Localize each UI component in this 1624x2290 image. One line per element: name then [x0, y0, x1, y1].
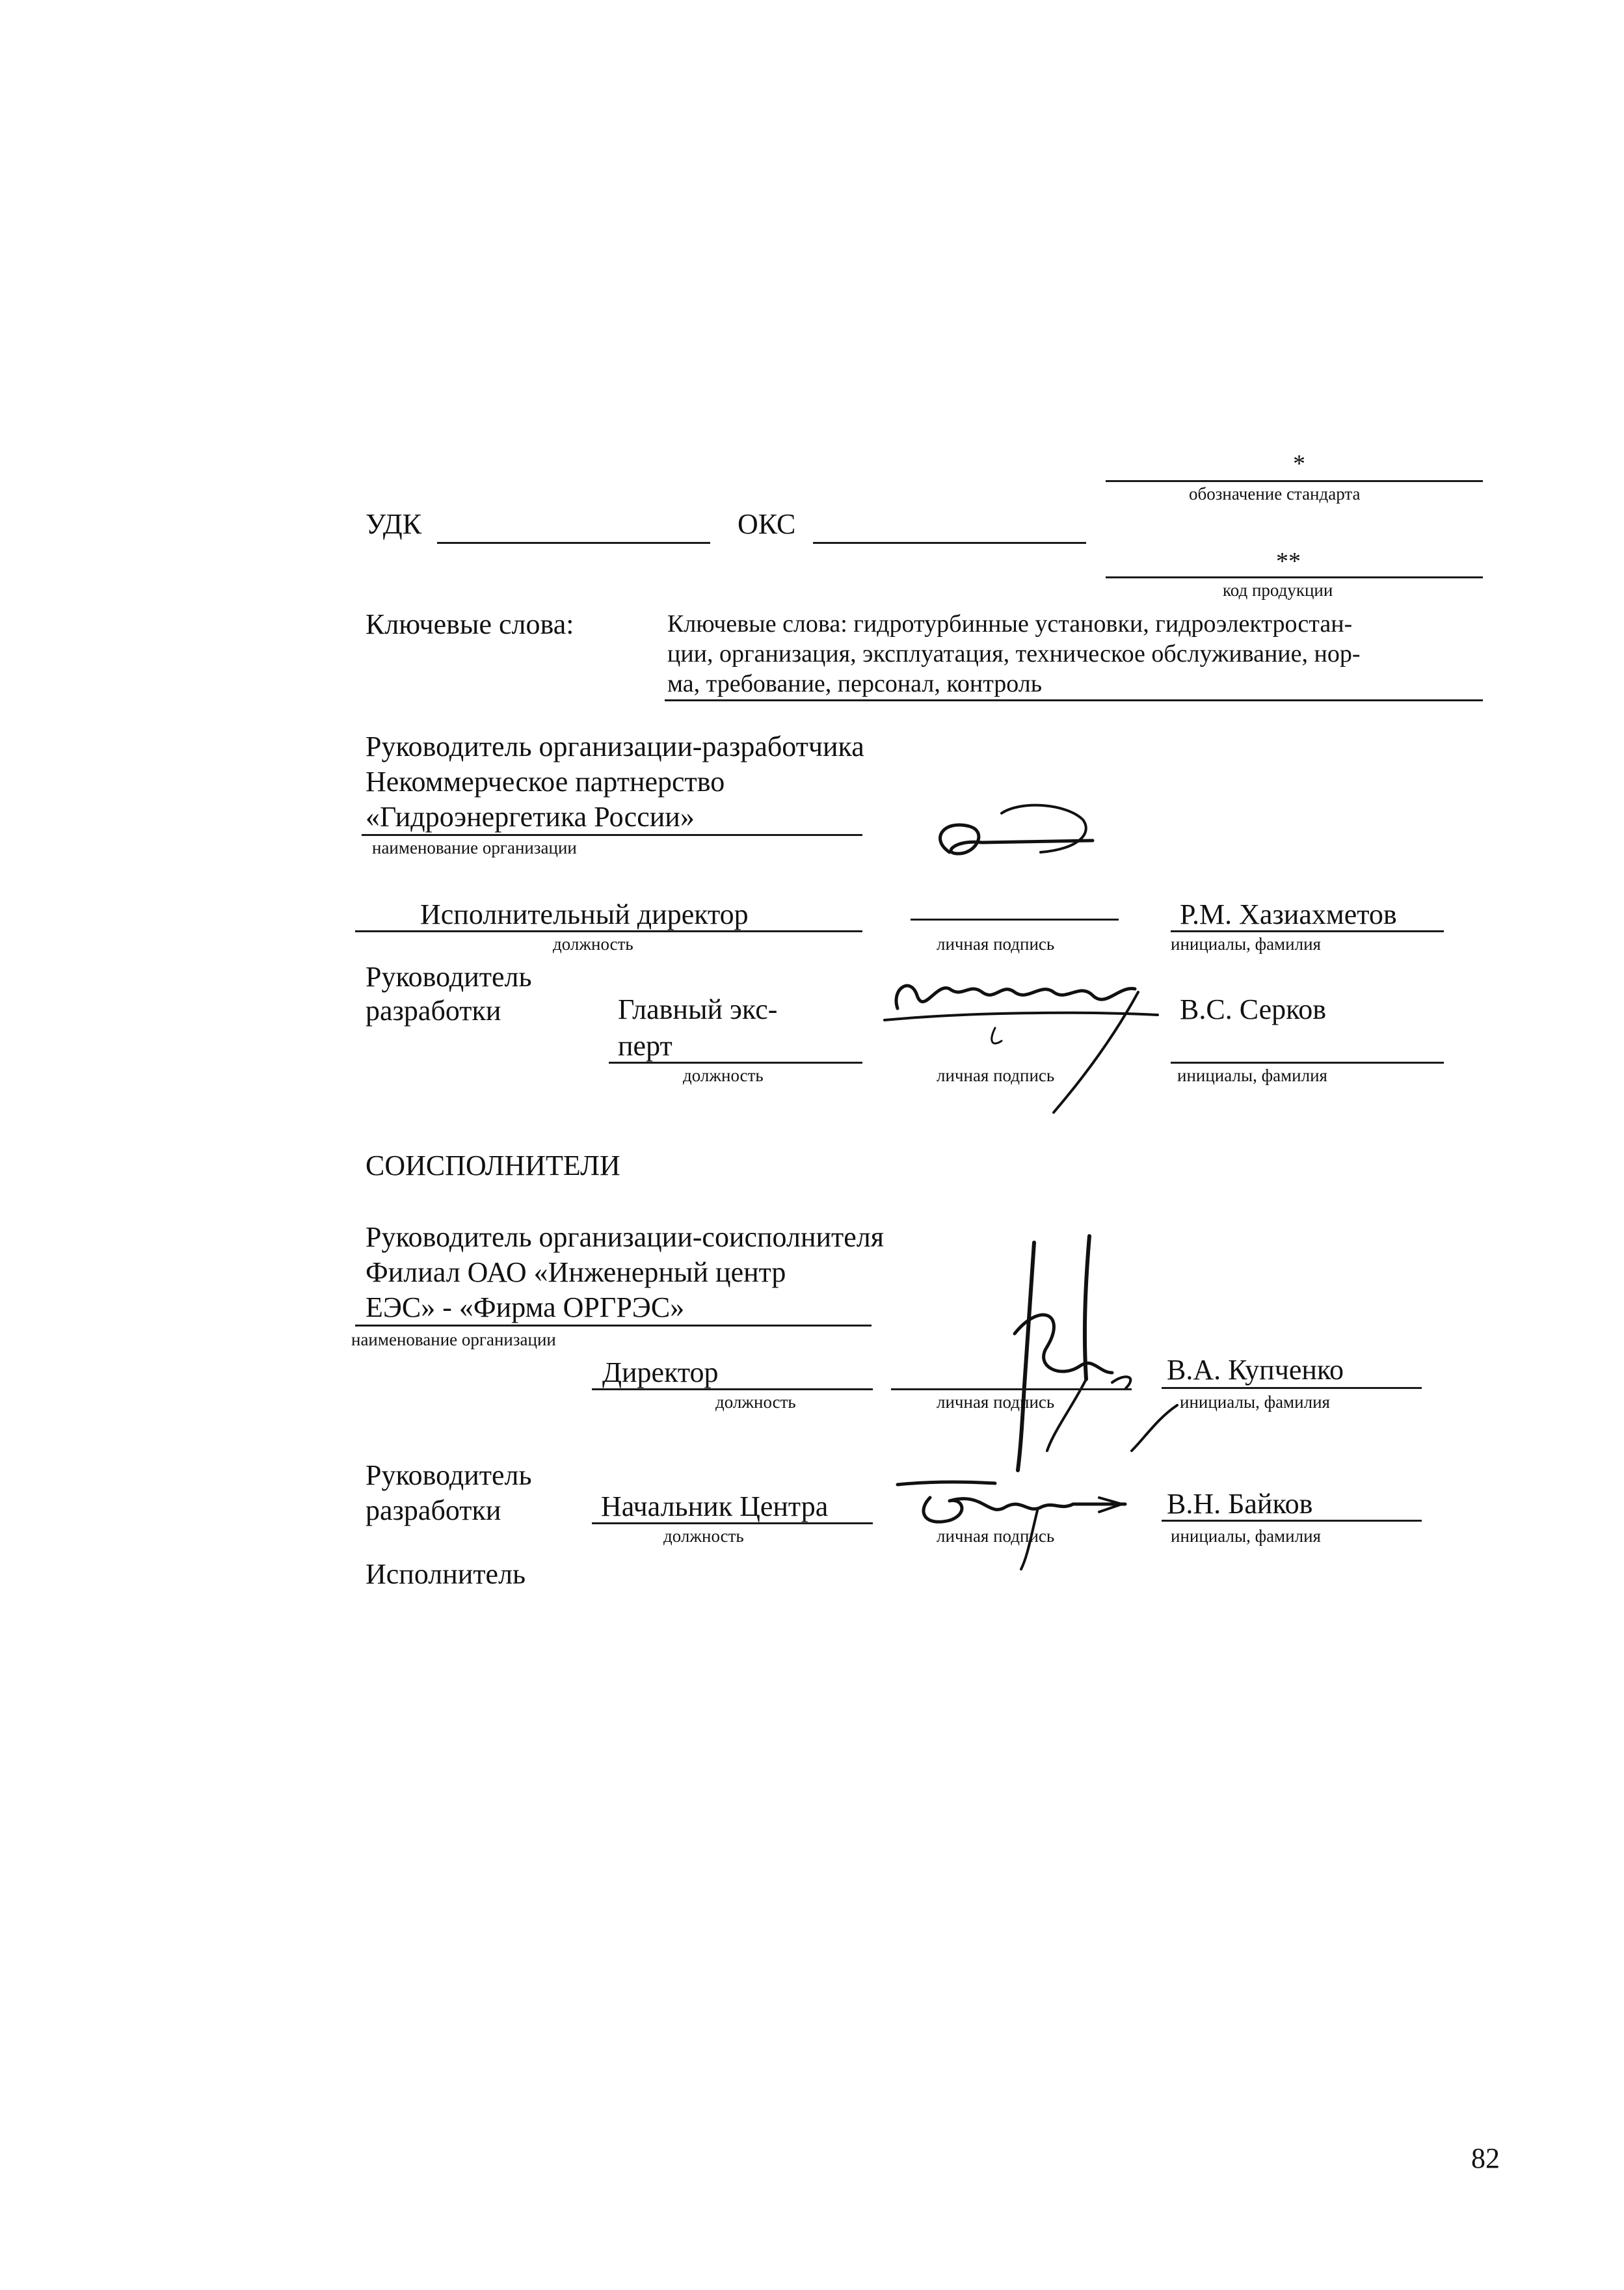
- lead-signature: [872, 963, 1171, 1119]
- coexecutor-org-caption: наименование организации: [351, 1330, 556, 1349]
- product-caption: код продукции: [1223, 580, 1333, 600]
- keywords-text-line-3: ма, требование, персонал, контроль: [667, 670, 1043, 697]
- coexecutor-lead-label-line-1: Руководитель: [366, 1459, 532, 1491]
- udk-line: [437, 542, 710, 544]
- oks-line: [813, 542, 1086, 544]
- lead-label-line-1: Руководитель: [366, 961, 532, 993]
- coexecutor-org-line: [355, 1325, 872, 1327]
- developer-org-line: [362, 834, 862, 836]
- product-asterisks: **: [1276, 548, 1301, 575]
- coexecutor-signature-line: [891, 1388, 1132, 1390]
- coexecutor-name-line: [1162, 1387, 1422, 1389]
- executor-label: Исполнитель: [366, 1558, 526, 1590]
- coexecutor-org-line-2: ЕЭС» - «Фирма ОРГРЭС»: [366, 1291, 685, 1323]
- developer-position-caption: должность: [553, 934, 633, 954]
- lead-signature-caption: личная подпись: [937, 1066, 1055, 1085]
- product-line: [1106, 576, 1483, 578]
- developer-position-line: [355, 930, 862, 932]
- developer-head-line: Руководитель организации-разработчика: [366, 731, 864, 762]
- lead-name: В.С. Серков: [1180, 993, 1327, 1025]
- coexecutor-lead-label-line-2: разработки: [366, 1494, 501, 1526]
- coexecutor-name-caption: инициалы, фамилия: [1180, 1392, 1330, 1412]
- developer-org-caption: наименование организации: [372, 838, 577, 857]
- lead-name-line: [1171, 1062, 1444, 1064]
- coexecutor-org-line-1: Филиал ОАО «Инженерный центр: [366, 1256, 786, 1288]
- developer-org-line-1: Некоммерческое партнерство: [366, 766, 725, 798]
- coexecutor-lead-signature-caption: личная подпись: [937, 1526, 1055, 1546]
- coexecutor-position-caption: должность: [715, 1392, 796, 1412]
- coexecutor-signature: [963, 1236, 1197, 1483]
- developer-name-caption: инициалы, фамилия: [1171, 934, 1321, 954]
- keywords-text-line-2: ции, организация, эксплуатация, техническое обслуживание, нор-: [667, 640, 1361, 667]
- coexecutor-name: В.А. Купченко: [1167, 1354, 1344, 1386]
- coexecutor-lead-name-line: [1162, 1520, 1422, 1522]
- coexecutor-position: Директор: [602, 1356, 719, 1388]
- keywords-underline: [665, 699, 1483, 701]
- lead-position-line-2: перт: [618, 1030, 672, 1062]
- developer-name-line: [1171, 930, 1444, 932]
- lead-position-line-1: Главный экс-: [618, 993, 778, 1025]
- coexecutor-position-line: [592, 1388, 873, 1390]
- coexecutor-lead-position-caption: должность: [663, 1526, 744, 1546]
- coexecutor-lead-position: Начальник Центра: [601, 1490, 829, 1522]
- developer-org-line-2: «Гидроэнергетика России»: [366, 801, 695, 833]
- page-number: 82: [1471, 2142, 1500, 2174]
- developer-signature-line: [911, 919, 1119, 921]
- developer-position: Исполнительный директор: [420, 898, 749, 930]
- coexecutors-title: СОИСПОЛНИТЕЛИ: [366, 1150, 620, 1181]
- keywords-label: Ключевые слова:: [366, 608, 574, 640]
- coexecutor-lead-position-line: [592, 1522, 873, 1524]
- keywords-text-line-1: Ключевые слова: гидротурбинные установки, гидроэлектростан-: [667, 610, 1353, 638]
- standard-caption: обозначение стандарта: [1189, 484, 1361, 504]
- coexecutor-signature-caption: личная подпись: [937, 1392, 1055, 1412]
- coexecutor-lead-name-caption: инициалы, фамилия: [1171, 1526, 1321, 1546]
- lead-position-caption: должность: [683, 1066, 764, 1085]
- standard-line: [1106, 480, 1483, 482]
- coexecutor-head-line: Руководитель организации-соисполнителя: [366, 1221, 884, 1253]
- developer-signature-caption: личная подпись: [937, 934, 1055, 954]
- oks-label: ОКС: [738, 508, 796, 540]
- coexecutor-lead-signature: [891, 1472, 1138, 1576]
- udk-label: УДК: [366, 508, 422, 540]
- coexecutor-lead-name: В.Н. Байков: [1167, 1488, 1313, 1520]
- lead-name-caption: инициалы, фамилия: [1177, 1066, 1327, 1085]
- lead-label-line-2: разработки: [366, 995, 501, 1027]
- developer-name: Р.М. Хазиахметов: [1180, 898, 1397, 930]
- developer-signature: [930, 794, 1099, 878]
- lead-position-line: [609, 1062, 862, 1064]
- standard-asterisk: *: [1293, 450, 1305, 478]
